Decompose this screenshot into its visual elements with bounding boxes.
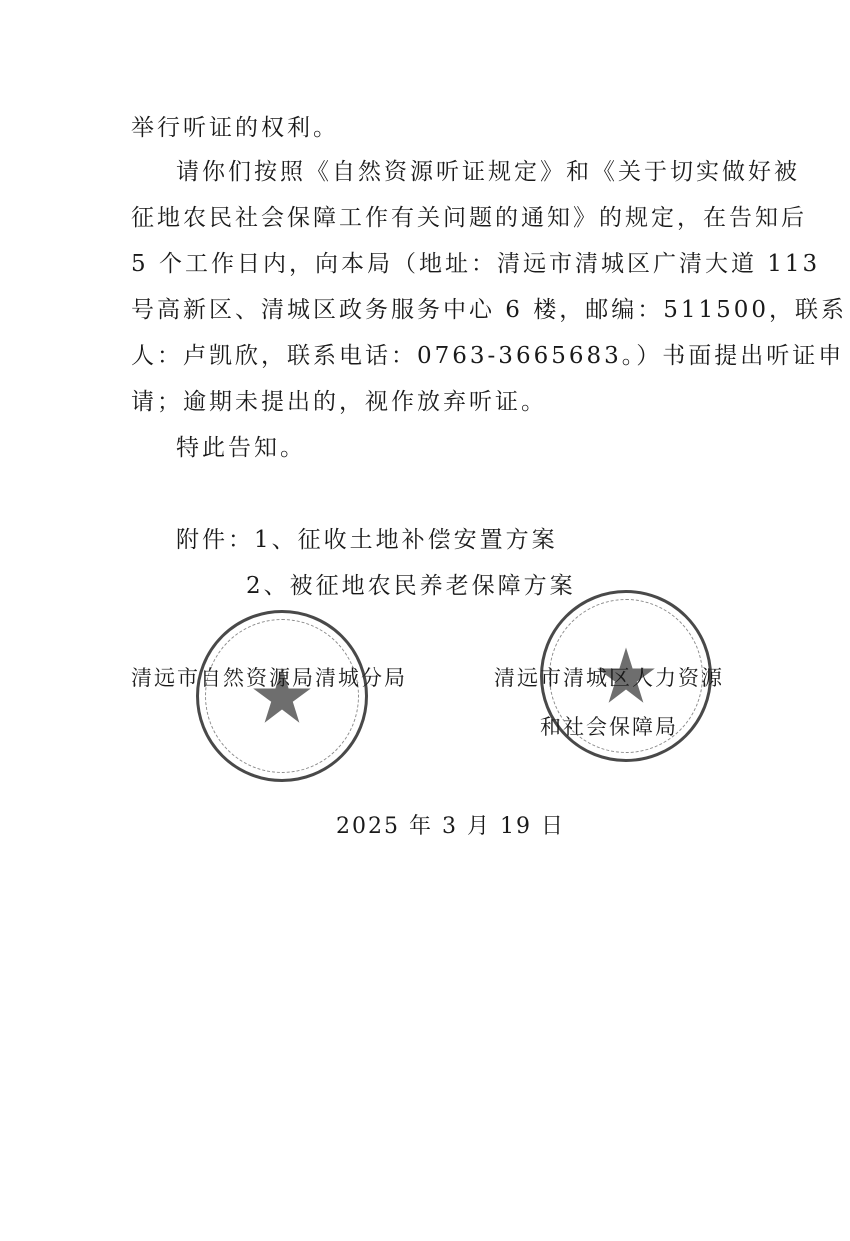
closing-line: 特此告知。 (176, 435, 306, 461)
attachment-item-2: 2、被征地农民养老保障方案 (246, 573, 576, 599)
paragraph-line: 人：卢凯欣，联系电话：0763-3665683。）书面提出听证申 (131, 343, 845, 369)
attachments-label-text: 附件： (176, 527, 254, 553)
attachments-label (176, 525, 558, 555)
official-seal-left (196, 610, 368, 782)
signature-left: 清远市自然资源局清城分局 (131, 666, 407, 690)
paragraph-line: 请；逾期未提出的，视作放弃听证。 (131, 389, 547, 415)
signature-right-line1: 清远市清城区人力资源 (494, 666, 724, 690)
signature-right-line2: 和社会保障局 (540, 715, 678, 739)
paragraph-line: 举行听证的权利。 (131, 115, 339, 141)
paragraph-line: 请你们按照《自然资源听证规定》和《关于切实做好被 (176, 159, 800, 185)
attachment-item-1: 1、征收土地补偿安置方案 (254, 527, 558, 553)
paragraph-line: 号高新区、清城区政务服务中心 6 楼，邮编：511500，联系 (131, 297, 848, 323)
paragraph-line: 征地农民社会保障工作有关问题的通知》的规定，在告知后 (131, 205, 807, 231)
document-date: 2025 年 3 月 19 日 (336, 814, 565, 839)
paragraph-line: 5 个工作日内，向本局（地址：清远市清城区广清大道 113 (131, 251, 821, 277)
